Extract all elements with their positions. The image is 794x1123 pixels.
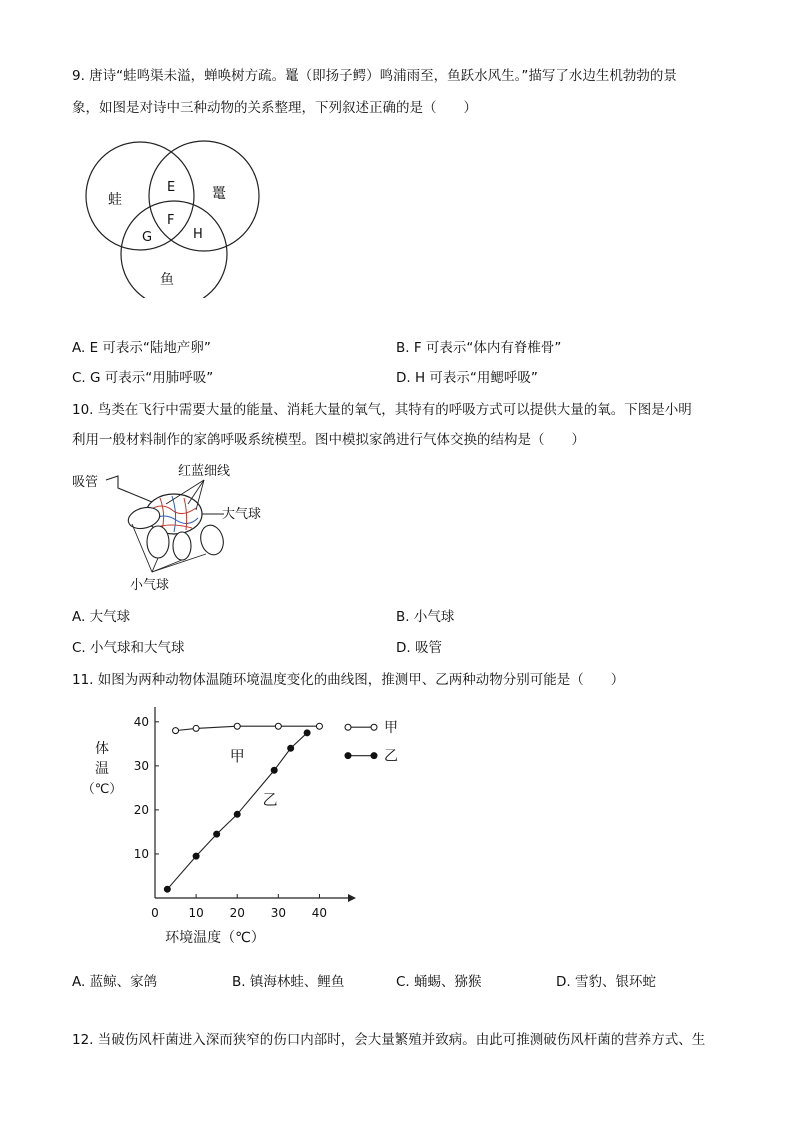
legend-marker [345, 724, 351, 730]
small-balloon-2 [147, 526, 169, 558]
q10-option-b: B. 小气球 [396, 609, 455, 625]
data-point-yi [164, 886, 170, 892]
x-axis-arrow [348, 894, 356, 902]
legend-marker [371, 724, 377, 730]
q9-option-c: C. G 可表示“用肺呼吸” [72, 370, 214, 386]
q10-text-line1: 10. 鸟类在飞行中需要大量的能量、消耗大量的氧气，其特有的呼吸方式可以提供大量的氧。下图是小明 [72, 402, 692, 418]
legend-marker [371, 753, 377, 759]
venn-label-frog: 蛙 [108, 192, 122, 208]
q9-option-b: B. F 可表示“体内有脊椎骨” [396, 340, 562, 356]
q11-option-c: C. 蛹蜴、猕猴 [396, 974, 482, 990]
q10-option-a: A. 大气球 [72, 609, 131, 625]
data-point-yi [193, 853, 199, 859]
q11-text-line1: 11. 如图为两种动物体温随环境温度变化的曲线图，推测甲、乙两种动物分别可能是（ ） [72, 672, 625, 688]
venn-label-fish: 鱼 [160, 272, 174, 288]
y-tick-label: 40 [133, 714, 149, 729]
q9-option-a: A. E 可表示“陆地产卵” [72, 340, 211, 356]
q9-text-line2: 象，如图是对诗中三种动物的关系整理，下列叙述正确的是（ ） [72, 100, 477, 116]
data-point-jia [234, 723, 240, 729]
q11-option-a: A. 蓝鲸、家鸽 [72, 974, 158, 990]
data-point-yi [234, 811, 240, 817]
x-tick-label: 10 [188, 906, 204, 920]
q11-option-d: D. 雪豹、银环蛇 [556, 974, 656, 990]
y-tick-label: 10 [133, 846, 149, 861]
data-point-jia [173, 728, 179, 734]
venn-diagram [80, 138, 270, 298]
q9-text-line1: 9. 唐诗“蛙鸣渠未溢，蝉唤树方疏。鼍（即扬子鳄）鸣浦雨至，鱼跃水风生。”描写了水边生机勃勃的景 [72, 68, 677, 84]
venn-label-h: H [193, 227, 203, 242]
venn-circle-frog [86, 142, 194, 250]
series-label-yi: 乙 [262, 790, 278, 809]
legend-label: 甲 [384, 720, 398, 737]
x-tick-label: 20 [229, 906, 245, 920]
pigeon-respiratory-model [66, 458, 296, 598]
venn-label-croc: 鼍 [212, 186, 226, 202]
y-axis-label-1: 体 [95, 741, 109, 757]
y-tick-label: 30 [133, 758, 149, 773]
x-axis-label: 环境温度（℃） [165, 930, 265, 946]
q12-text-line1: 12. 当破伤风杆菌进入深而狭窄的伤口内部时，会大量繁殖并致病。由此可推测破伤风杆菌的营养方式、生 [72, 1032, 706, 1048]
label-big-balloon: 大气球 [222, 507, 262, 522]
tube-line [106, 476, 152, 502]
venn-label-e: E [167, 180, 176, 195]
label-threads: 红蓝细线 [178, 464, 231, 479]
data-point-jia [275, 723, 281, 729]
legend-marker [345, 753, 351, 759]
small-balloon-4 [197, 523, 226, 558]
q11-option-b: B. 镇海林蛙、鲤鱼 [232, 974, 345, 990]
q9-option-d: D. H 可表示“用鳃呼吸” [396, 370, 538, 386]
x-tick-label: 0 [151, 906, 159, 920]
data-point-yi [304, 730, 310, 736]
data-point-jia [193, 725, 199, 731]
body-temperature-chart [80, 705, 420, 955]
venn-circle-croc [149, 141, 259, 251]
small-balloon-3 [173, 532, 191, 560]
venn-label-g: G [142, 230, 153, 245]
legend-label: 乙 [384, 748, 398, 765]
y-axis-label-3: （℃） [81, 782, 123, 797]
data-point-yi [271, 767, 277, 773]
x-tick-label: 40 [311, 906, 328, 920]
q10-text-line2: 利用一般材料制作的家鸽呼吸系统模型。图中模拟家鸽进行气体交换的结构是（ ） [72, 432, 585, 448]
y-tick-label: 20 [133, 802, 149, 817]
y-axis-label-2: 温 [95, 761, 109, 777]
series-label-jia: 甲 [229, 747, 245, 766]
label-tube: 吸管 [72, 475, 99, 490]
q10-option-d: D. 吸管 [396, 640, 442, 656]
venn-label-f: F [167, 213, 175, 228]
data-point-yi [288, 745, 294, 751]
label-small-balloon: 小气球 [130, 578, 170, 593]
data-point-yi [214, 831, 220, 837]
q10-option-c: C. 小气球和大气球 [72, 640, 185, 656]
x-tick-label: 30 [270, 906, 286, 920]
data-point-jia [316, 723, 322, 729]
